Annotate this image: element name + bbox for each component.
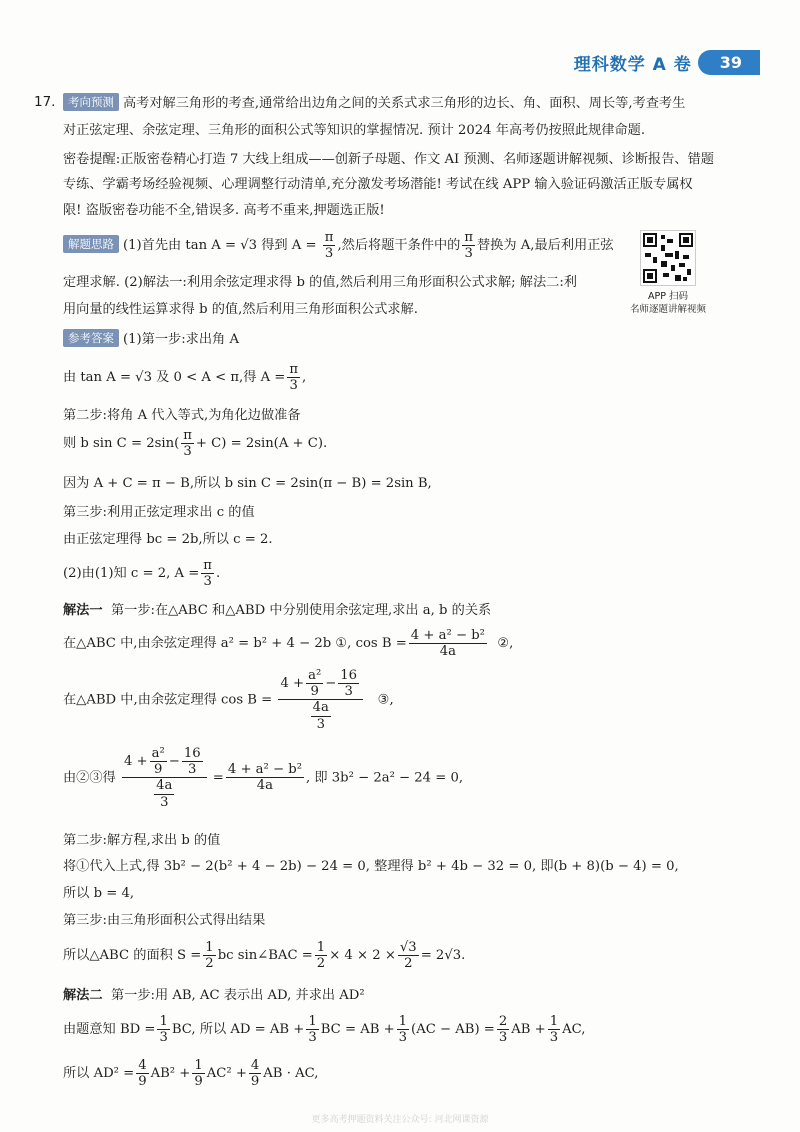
qr-caption: APP 扫码 名师逐题讲解视频 — [629, 291, 706, 315]
answer-line-3: 因为 A + C = π − B,所以 b sin C = 2sin(π − B) = 2sin B, — [63, 476, 432, 491]
answer-step-2: 第二步:将角 A 代入等式,为角化边做准备 — [63, 408, 301, 423]
forecast-line-5: 限! 盗版密卷功能不全,错误多. 高考不重来,押题选正版! — [63, 203, 385, 218]
footer-watermark: 更多高考押题资料关注公众号: 河北网课资源 — [311, 1115, 489, 1125]
forecast-line-1: 考向预测 高考对解三角形的考查,通常给出边角之间的关系式求三角形的边长、角、面积、周长等,考查考生 — [63, 92, 685, 111]
page-number: 39 — [698, 50, 760, 75]
idea-line-3: 用向量的线性运算求得 b 的值,然后利用三角形面积公式求解. — [63, 302, 418, 317]
tag-idea: 解题思路 — [63, 235, 119, 253]
header-title: 理科数学 A 卷 — [573, 54, 692, 75]
forecast-line-4: 专练、学霸考场经验视频、心理调整行动清单,充分激发考场潜能! 考试在线 APP 输入验证码激活正版专属权 — [63, 177, 693, 192]
method-1-eq-3: 由②③得 4 + $\frac{\text{a²}}{9}$ − $\frac{16}{3}$ $\frac{4a}{3}$ = $\frac{\text{4 + a² − b²}}{4a}$ , 即 3b² − 2a² − 24 = 0, — [63, 746, 464, 810]
method-2-step-1: 解法二 第一步:用 AB, AC 表示出 AD, 并求出 AD² — [63, 988, 365, 1003]
idea-line-1: 解题思路 (1)首先由 tan A = √3 得到 A = $\frac{\pi}{3}$ ,然后将题干条件中的 $\frac{\pi}{3}$ 替换为 A,最后利用正弦 — [63, 230, 614, 261]
forecast-line-3: 密卷提醒:正版密卷精心打造 7 大线上组成——创新子母题、作文 AI 预测、名师逐题讲解视频、诊断报告、错题 — [63, 152, 714, 167]
question-number: 17. — [34, 94, 56, 110]
qr-code-icon[interactable] — [640, 230, 696, 286]
method-1-eq-1: 在△ABC 中,由余弦定理得 a² = b² + 4 − 2b ①, cos B = $\frac{\text{4 + a² − b²}}{4a}$ ②, — [63, 628, 514, 660]
method-1-eq-4: 将①代入上式,得 3b² − 2(b² + 4 − 2b) − 24 = 0, 整理得 b² + 4b − 32 = 0, 即(b + 8)(b − 4) = 0, — [63, 859, 679, 874]
method-1-step-3: 第三步:由三角形面积公式得出结果 — [63, 913, 266, 928]
method-1-eq-6: 所以△ABC 的面积 S = $\frac{1}{2}$ bc sin∠BAC = $\frac{1}{2}$ × 4 × 2 × $\frac{√3}{2}$ = 2√3. — [63, 940, 466, 972]
tag-forecast: 考向预测 — [63, 93, 119, 111]
answer-step-1: 参考答案 (1)第一步:求出角 A — [63, 328, 239, 347]
method-1-step-2: 第二步:解方程,求出 b 的值 — [63, 833, 221, 848]
idea-line-2: 定理求解. (2)解法一:利用余弦定理求得 b 的值,然后利用三角形面积公式求解; 解法二:利 — [63, 275, 577, 290]
answer-line-1: 由 tan A = √3 及 0 < A < π,得 A = $\frac{\pi}{3}$ , — [63, 362, 307, 394]
tag-answer: 参考答案 — [63, 329, 119, 347]
method-1-eq-5: 所以 b = 4, — [63, 886, 135, 901]
answer-line-5: (2)由(1)知 c = 2, A = $\frac{\pi}{3}$ . — [63, 558, 221, 590]
method-2-eq-2: 所以 AD² = $\frac{4}{9}$ AB² + $\frac{1}{9}$ AC² + $\frac{4}{9}$ AB · AC, — [63, 1058, 319, 1090]
page-header — [574, 47, 760, 77]
method-1-eq-2: 在△ABD 中,由余弦定理得 cos B = 4 + $\frac{\text{a²}}{9}$ − $\frac{16}{3}$ $\frac{4a}{3}$ ③, — [63, 668, 394, 732]
answer-step-3: 第三步:利用正弦定理求出 c 的值 — [63, 505, 255, 520]
forecast-line-2: 对正弦定理、余弦定理、三角形的面积公式等知识的掌握情况. 预计 2024 年高考仍按照此规律命题. — [63, 123, 646, 138]
method-1-step-1: 解法一 第一步:在△ABC 和△ABD 中分别使用余弦定理,求出 a, b 的关系 — [63, 603, 492, 618]
answer-line-2: 则 b sin C = 2sin( $\frac{\pi}{3}$ + C) = 2sin(A + C). — [63, 428, 328, 460]
method-2-eq-1: 由题意知 BD = $\frac{1}{3}$ BC, 所以 AD = AB + $\frac{1}{3}$ BC = AB + $\frac{1}{3}$ (AC − AB) = $\frac{2}{3}$ AB + $\frac{1}{3}$ AC, — [63, 1014, 586, 1046]
answer-line-4: 由正弦定理得 bc = 2b,所以 c = 2. — [63, 532, 273, 547]
